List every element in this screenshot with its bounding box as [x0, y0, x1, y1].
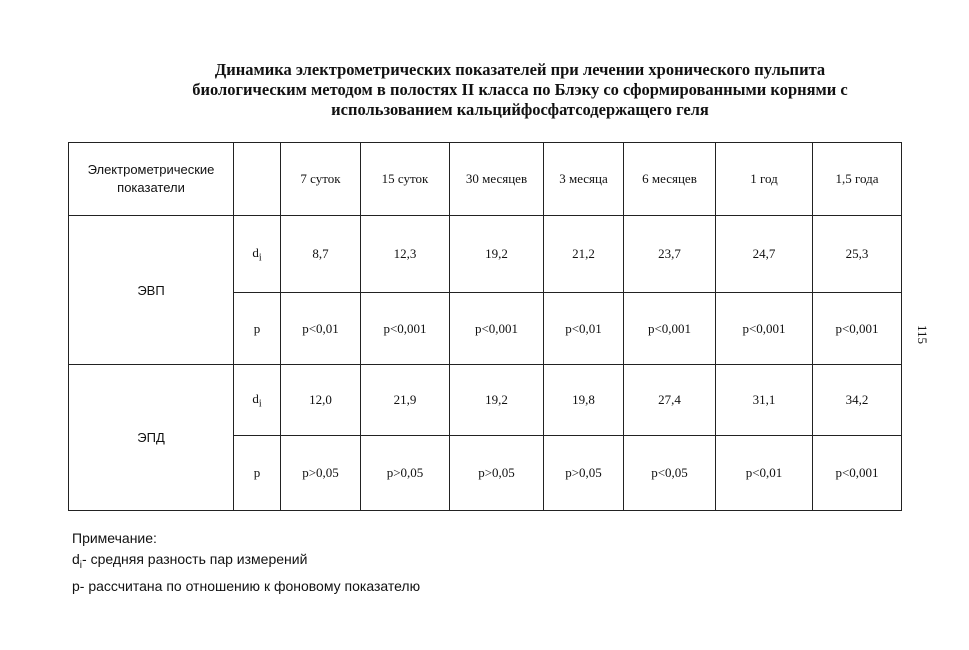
header-period-cell: 1 год: [716, 143, 813, 216]
p-value-cell: p<0,01: [281, 293, 361, 365]
d-symbol: d: [252, 244, 259, 260]
d-value-cell: 12,0: [281, 365, 361, 436]
header-period-cell: 30 месяцев: [450, 143, 544, 216]
d-value-cell: 19,2: [450, 365, 544, 436]
d-value-cell: 21,2: [544, 216, 624, 293]
header-symbol-cell: [234, 143, 281, 216]
table-row: [69, 365, 902, 436]
p-value-cell: p<0,001: [716, 293, 813, 365]
footnote: [72, 528, 420, 597]
page-number: 115: [915, 325, 930, 345]
p-value-cell: p<0,001: [813, 436, 902, 511]
document-title: [95, 60, 945, 120]
header-period-cell: 1,5 года: [813, 143, 902, 216]
p-value-cell: p>0,05: [450, 436, 544, 511]
p-value-cell: p<0,001: [361, 293, 450, 365]
header-period-cell: 7 суток: [281, 143, 361, 216]
footnote-line-p: p- рассчитана по отношению к фоновому показателю: [72, 577, 421, 594]
d-symbol-cell: [234, 365, 281, 436]
p-value-cell: p<0,001: [813, 293, 902, 365]
d-subscript: i: [258, 398, 262, 410]
d-value-cell: 24,7: [716, 216, 813, 293]
p-value-cell: p>0,05: [361, 436, 450, 511]
d-value-cell: 21,9: [361, 365, 450, 436]
group-label-cell: ЭВП: [69, 216, 234, 365]
p-symbol-cell: p: [234, 436, 281, 511]
d-value-cell: 23,7: [624, 216, 716, 293]
d-value-cell: 19,8: [544, 365, 624, 436]
footnote-d-symbol: d: [72, 551, 80, 567]
header-period-cell: 3 месяца: [544, 143, 624, 216]
header-period-cell: 15 суток: [361, 143, 450, 216]
d-symbol: d: [252, 390, 259, 406]
footnote-line-d: [72, 549, 420, 576]
title-line-3: использованием кальцийфосфатсодержащего геля: [331, 100, 709, 119]
header-indicators-cell: Электрометрические показатели: [69, 143, 234, 216]
p-value-cell: p<0,001: [450, 293, 544, 365]
p-value-cell: p<0,05: [624, 436, 716, 511]
p-symbol-cell: p: [234, 293, 281, 365]
d-value-cell: 12,3: [361, 216, 450, 293]
footnote-heading: Примечание:: [72, 530, 157, 546]
p-value-cell: p<0,01: [544, 293, 624, 365]
title-line-1: Динамика электрометрических показателей при лечении хронического пульпита: [214, 60, 826, 79]
d-value-cell: 8,7: [281, 216, 361, 293]
footnote-d-text: - средняя разность пар измерений: [82, 551, 308, 567]
p-value-cell: p<0,01: [716, 436, 813, 511]
title-line-2: биологическим методом в полостях II класса по Блэку со сформированными корнями с: [192, 80, 848, 99]
p-value-cell: p>0,05: [281, 436, 361, 511]
d-symbol-cell: [234, 216, 281, 293]
d-value-cell: 25,3: [813, 216, 902, 293]
d-subscript: i: [258, 252, 262, 264]
header-period-cell: 6 месяцев: [624, 143, 716, 216]
p-value-cell: p<0,001: [624, 293, 716, 365]
header-row: [69, 143, 902, 216]
footnote-d-subscript: i: [79, 559, 83, 571]
electrometry-table: [68, 142, 902, 511]
d-value-cell: 27,4: [624, 365, 716, 436]
group-label-cell: ЭПД: [69, 365, 234, 511]
table-row: [69, 216, 902, 293]
d-value-cell: 34,2: [813, 365, 902, 436]
p-value-cell: p>0,05: [544, 436, 624, 511]
d-value-cell: 19,2: [450, 216, 544, 293]
d-value-cell: 31,1: [716, 365, 813, 436]
